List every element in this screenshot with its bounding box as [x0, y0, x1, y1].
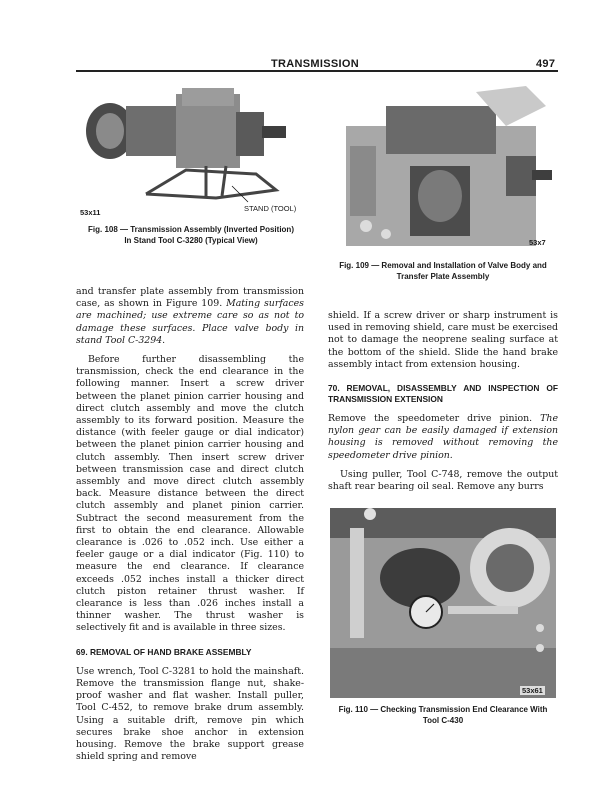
left-para-3: Use wrench, Tool C-3281 to hold the mainshaft. Remove the transmission flange nut, shake-proof washer and flat washer. Install puller, Tool C-452, to remove brake drum assembly. Using a suitable drift, remove pin which secures brake shoe anchor in extension housing. Remove the brake support grease shield spring and remove: [76, 665, 304, 763]
left-para-2: Before further disassembling the transmission, check the end clearance in the following manner. Insert a screw driver between the planet pinion carrier housing and direct clutch assembly and move the clutch assembly to its forward position. Measure the distance (with feeler gauge or dial indicator) between the planet pinion carrier housing and clutch assembly. Then insert screw driver between transmission case and direct clutch assembly and move direct clutch assembly back. Measure distance between the direct clutch assembly and planet pinion carrier. Subtract the second measurement from the first to obtain the end clearance. Allowable clearance is .026 to .052 inch. Use either a feeler gauge or a dial indicator (Fig. 110) to measure the end clearance. If clearance exceeds .052 inches install a thicker direct clutch piston retainer thrust washer. If clearance is less than .026 inches install a thinner washer. The thrust washer is selectively fit and is available in three sizes.: [76, 354, 304, 634]
right-para-2: [328, 413, 558, 462]
valve-body-illustration: [326, 86, 558, 254]
right-column: [328, 310, 558, 500]
page-number: 497: [536, 58, 556, 70]
fig108-code: 53x11: [80, 208, 101, 217]
fig110-code: 53x61: [522, 686, 543, 695]
left-para-1: [76, 286, 304, 347]
fig110-caption: Fig. 110 — Checking Transmission End Clearance With Tool C-430: [338, 705, 548, 725]
fig109-caption: Fig. 109 — Removal and Installation of Valve Body and Transfer Plate Assembly: [339, 261, 547, 281]
right-para-2-italic: The nylon gear can be easily damaged if extension housing is removed without removing the speedometer drive pinion.: [328, 413, 558, 461]
section-69-heading: 69. REMOVAL OF HAND BRAKE ASSEMBLY: [76, 646, 252, 657]
fig108-callout-label: STAND (TOOL): [244, 204, 297, 213]
right-para-2-plain: Remove the speedometer drive pinion.: [328, 413, 541, 425]
section-70-heading: 70. REMOVAL, DISASSEMBLY AND INSPECTION OF TRANSMISSION EXTENSION: [328, 383, 558, 405]
fig108-caption: Fig. 108 — Transmission Assembly (Inverted Position) In Stand Tool C-3280 (Typical View): [88, 225, 294, 245]
left-column: [76, 286, 304, 770]
running-header-title: TRANSMISSION: [271, 58, 359, 70]
header-rule: [76, 70, 558, 72]
fig110-photo: [330, 508, 556, 698]
transmission-stand-illustration: [76, 86, 304, 222]
fig109-photo: [326, 86, 558, 254]
fig108-photo: [76, 86, 304, 222]
left-para-1-italic: Mating surfaces are machined; use extreme care so as not to damage these surfaces. Place valve body in stand Tool C-3294.: [76, 298, 304, 346]
right-para-1: shield. If a screw driver or sharp instrument is used in removing shield, care must be exercised not to damage the neoprene sealing surface at the bottom of the shield. Slide the hand brake assembly intact from extension housing.: [328, 310, 558, 370]
right-para-3: Using puller, Tool C-748, remove the output shaft rear bearing oil seal. Remove any burrs: [328, 468, 558, 493]
end-clearance-check-illustration: [330, 508, 556, 698]
fig109-code: 53x7: [529, 238, 546, 247]
left-para-1-plain: and transfer plate assembly from transmission case, as shown in Figure 109.: [76, 286, 304, 310]
